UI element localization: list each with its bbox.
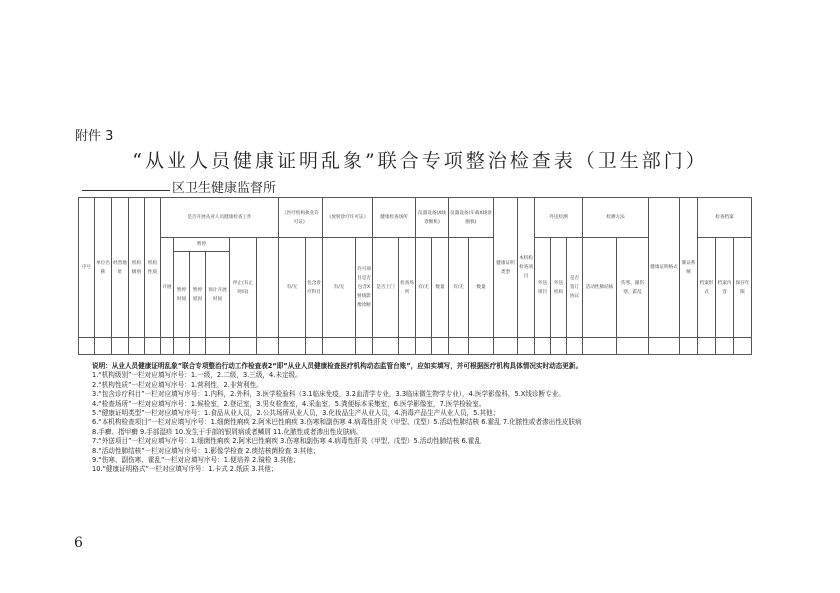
note-line: 1.“机构级别”一栏对应填写序号：1.一级，2.二级，3.三级，4.未定级。 — [92, 371, 302, 380]
note-line: 5.“健康证明类型”一栏对应填写序号：1.食品从业人员，2.公共场所从业人员，3.化妆品生产从业人员，4.消毒产品生产从业人员，5.其他； — [92, 409, 500, 418]
col-agreement: 是否签订协议 — [567, 238, 583, 338]
col-rad-item: 许可项目是否包含X射线影像诊断 — [356, 238, 373, 338]
group-suspend: 暂停 — [174, 238, 230, 252]
col-carry: 开展 — [161, 238, 174, 338]
col-blank — [257, 238, 279, 338]
col-lic-yes: 有/无 — [279, 238, 306, 338]
col-arc-content: 档案内容 — [716, 238, 734, 338]
col-resume: 预计开展时间 — [206, 252, 230, 338]
note-line: 8.“活动性肺结核”一栏对应填写序号：1.影像学检查 2.痰结核菌检查 3.其他； — [92, 446, 320, 455]
group-vehicle: 仪器设备(车载X线诊断机) — [449, 198, 494, 238]
col-out-item: 外送项目 — [535, 238, 551, 338]
col-susp-reason: 暂停原因 — [190, 252, 206, 338]
col-stop: 停止(有止时间) — [230, 238, 257, 338]
page-title: “从业人员健康证明乱象”联合专项整治检查表（卫生部门） — [132, 150, 708, 172]
col-eq-yes: 有/无 — [416, 238, 432, 338]
col-cert-format: 健康证明格式 — [649, 198, 680, 338]
col-tb: 活动性肺结核 — [583, 238, 617, 338]
note-line: 3.“包含诊疗科目”一栏对应填写序号：1.内科，2.外科，3.医学检验科（3.1临床免疫，3.2血清学专业，3.3临床微生物学专业），4.医学影像科，5.X线诊断专业。 — [92, 390, 565, 399]
group-exam: 是否开展从业人员健康检查工作 — [161, 198, 279, 238]
org-underline — [82, 175, 170, 191]
table-row — [79, 338, 752, 355]
group-site: 健康检查场所 — [373, 198, 416, 238]
col-susp-time: 暂停时间 — [174, 252, 190, 338]
col-arc-form: 档案形式 — [698, 238, 716, 338]
col-issue: 制证系统 — [680, 198, 698, 338]
attachment-label: 附件 3 — [75, 129, 114, 144]
col-rad-yes: 有/无 — [323, 238, 356, 338]
col-addr: 经营地址 — [112, 198, 129, 338]
notes — [92, 362, 812, 475]
org-name: 区卫生健康监督所 — [172, 181, 277, 196]
col-lic-subject: 包含诊疗科目 — [306, 238, 323, 338]
col-arc-period: 保存年限 — [734, 238, 752, 338]
note-line: 8.手癣、指甲癣 9.手部湿疹 10.发生于手部的银屑病或者鳞屑 11.化脓性或者渗出性皮肤病。 — [92, 427, 363, 436]
group-radiation: 《放射诊疗许可证》 — [323, 198, 373, 238]
notes-lead: 说明：从业人员健康证明乱象”联合专项整治行动工作检查表2“即”从业人员健康检查医疗机构动态监管台账”，应如实填写，并可根据医疗机构具体情况实时动态更新。 — [92, 362, 583, 370]
note-line: 2.“机构性质”一栏对应填写序号：1.营利性，2.非营利性。 — [92, 380, 263, 389]
col-cert-type: 健康证明类型 — [494, 198, 518, 338]
col-level: 机构级别 — [129, 198, 145, 338]
note-line: 4.“检查场所”一栏对应填写序号：1.候检室，2.登记室，3.男女检查室，4.采血室，5.粪便标本采集室，6.医学影像室，7.医学检验室。 — [92, 399, 486, 408]
col-veh-yes: 有/无 — [449, 238, 469, 338]
col-site-door: 是否上门 — [373, 238, 399, 338]
group-archive: 检查档案 — [698, 198, 752, 238]
col-nature: 机构性质 — [145, 198, 161, 338]
col-site-room: 检查场所 — [399, 238, 416, 338]
col-items: 本机构检查项目 — [518, 198, 535, 338]
col-seq: 序号 — [79, 198, 95, 338]
group-equip: 仪器设备(X线诊断机) — [416, 198, 449, 238]
group-method: 检测方法 — [583, 198, 649, 238]
col-name: 单位名称 — [95, 198, 112, 338]
group-outsource: 外送检测 — [535, 198, 583, 238]
note-line: 9.“伤寒、副伤寒、霍乱”一栏对应填写序号：1.便培养 2.镜检 3.其他； — [92, 456, 300, 465]
col-typhoid: 伤寒、副伤寒、霍乱 — [617, 238, 649, 338]
page-number: 6 — [74, 535, 83, 551]
inspection-table — [78, 197, 752, 355]
note-line: 6.“本机构检查项目”一栏对应填写序号：1.细菌性痢疾 2.阿米巴性痢疾 3.伤寒和副伤寒 4.病毒性肝炎（甲型、戊型）5.活动性肺结核 6.霍乱 7.化脓性或者渗出性皮肤病 — [92, 418, 582, 427]
group-license: 《医疗机构执业许可证》 — [279, 198, 323, 238]
note-line: 10.“健康证明格式”一栏对应填写序号：1.卡式 2.纸质 3.其他； — [92, 465, 278, 474]
col-veh-num: 数量 — [469, 238, 494, 338]
col-eq-num: 数量 — [432, 238, 449, 338]
col-out-org: 外送机构 — [551, 238, 567, 338]
note-line: 7.“外送项目”一栏对应填写序号：1.细菌性痢疾 2.阿米巴性痢疾 3.伤寒和副伤寒 4.病毒性肝炎（甲型、戊型）5.活动性肺结核 6.霍乱 — [92, 437, 481, 446]
